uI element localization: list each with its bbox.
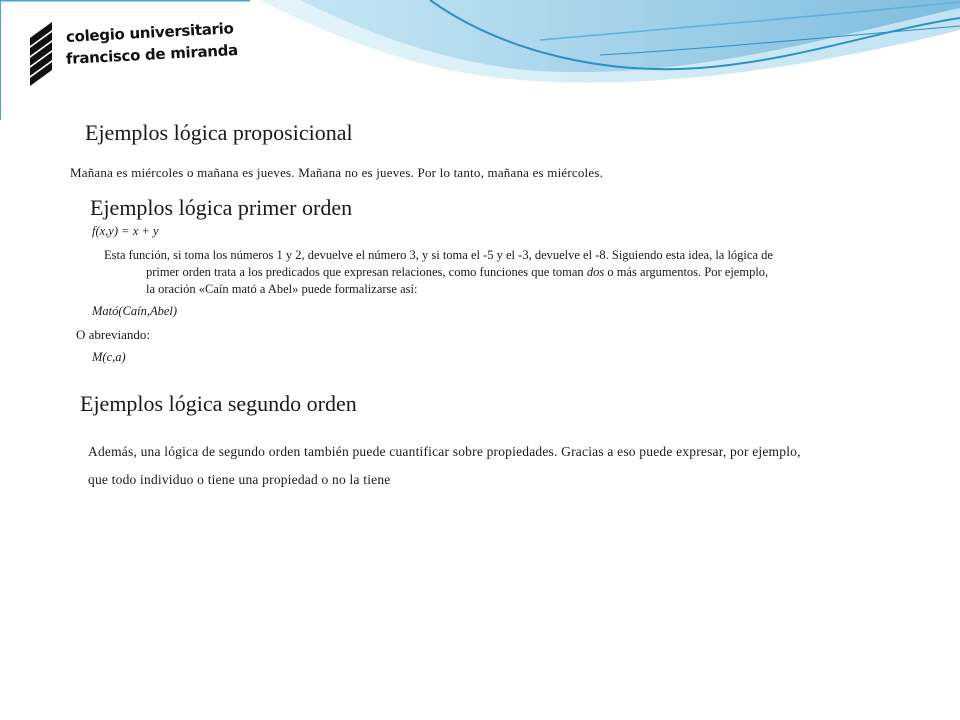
- heading-segundo-orden: Ejemplos lógica segundo orden: [80, 391, 357, 416]
- heading-primer-orden: Ejemplos lógica primer orden: [90, 195, 353, 220]
- logo-text-line1: colegio universitario: [65, 19, 234, 46]
- heading-proposicional: Ejemplos lógica proposicional: [85, 120, 353, 145]
- predicate-full: Mató(Caín,Abel): [92, 304, 178, 318]
- paragraph-primer-orden: [104, 247, 904, 298]
- segundo-orden-line2: que todo individuo o tiene una propiedad o no la tiene: [88, 472, 391, 487]
- logo: [28, 16, 239, 96]
- predicate-short: M(c,a): [92, 350, 126, 364]
- paragraph-line1: Esta función, si toma los números 1 y 2, devuelve el número 3, y si toma el -5 y el -3, devuelve el -8. Siguiendo esta idea, la lógica de: [104, 248, 773, 262]
- segundo-orden-line1: Además, una lógica de segundo orden también puede cuantificar sobre propiedades. Gracias a eso puede expresar, por ejemplo,: [88, 444, 801, 459]
- logo-text-line2: francisco de miranda: [65, 41, 239, 68]
- paragraph-line3: la oración «Caín mató a Abel» puede formalizarse así:: [146, 282, 418, 296]
- paragraph-line2-ital: dos: [586, 265, 605, 279]
- paragraph-line2-b: o más argumentos. Por ejemplo,: [604, 265, 769, 279]
- logo-mark-icon: [28, 16, 58, 86]
- paragraph-line2-a: primer orden trata a los predicados que expresan relaciones, como funciones que toman: [146, 265, 587, 279]
- formula-primer-orden: f(x,y) = x + y: [92, 224, 159, 238]
- abbrev-label: O abreviando:: [76, 327, 151, 342]
- example-proposicional: Mañana es miércoles o mañana es jueves. Mañana no es jueves. Por lo tanto, mañana es miércoles.: [70, 165, 604, 180]
